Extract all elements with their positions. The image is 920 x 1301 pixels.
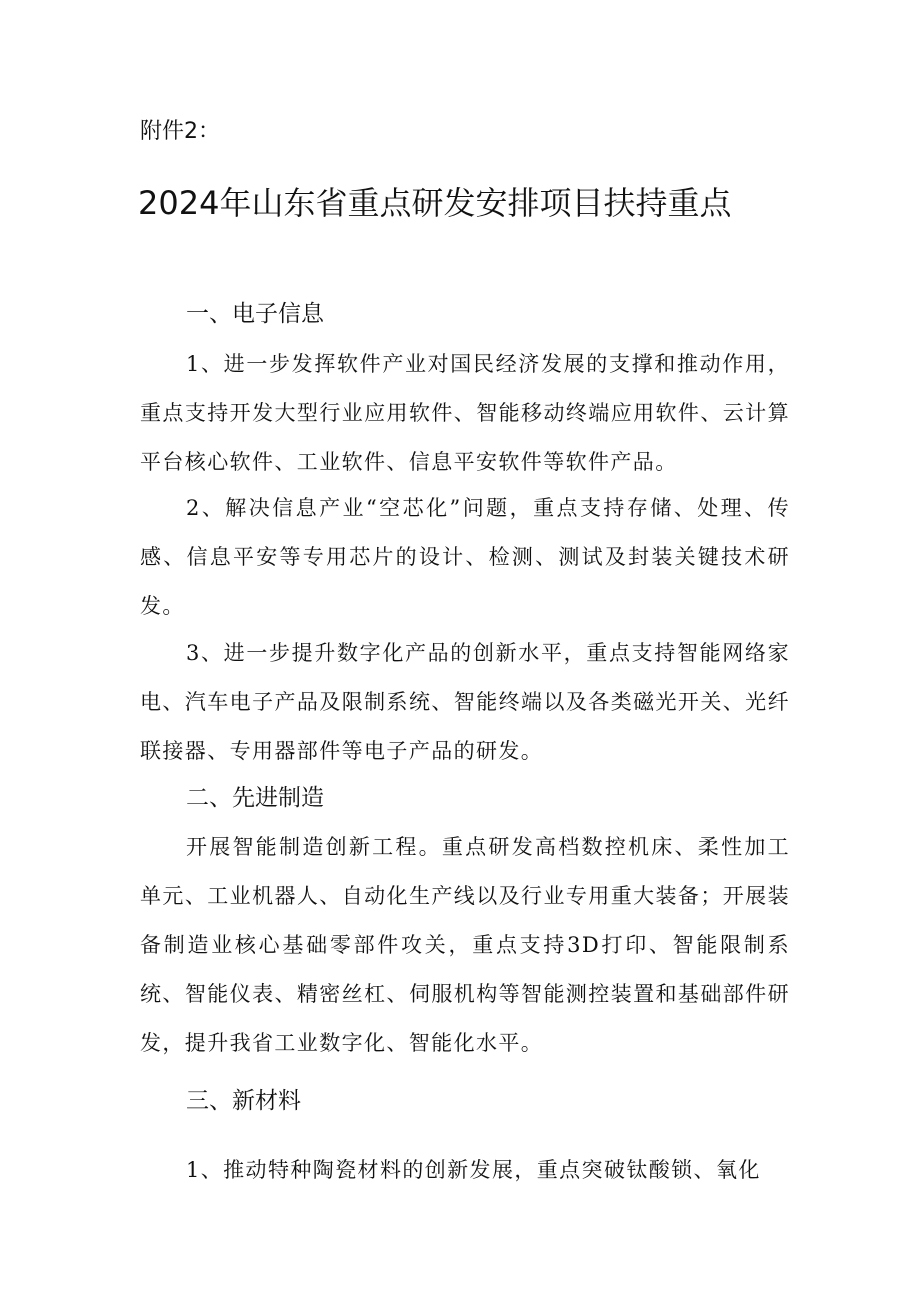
paragraph-new-materials-1: 1、推动特种陶瓷材料的创新发展，重点突破钛酸锁、氧化 xyxy=(186,1158,761,1182)
paragraph-manufacturing-1: 开展智能制造创新工程。重点研发高档数控机床、柔性加工单元、工业机器人、自动化生产线以及行业专用重大装备；开展装备制造业核心基础零部件攻关，重点支持3D打印、智能限制系统、智能仪表、精密丝杠、伺服机构等智能测控装置和基础部件研发，提升我省工业数字化、智能化水平。 xyxy=(140,835,790,1055)
paragraph-electronics-1: 1、进一步发挥软件产业对国民经济发展的支撑和推动作用，重点支持开发大型行业应用软件、智能移动终端应用软件、云计算平台核心软件、工业软件、信息平安软件等软件产品。 xyxy=(140,352,790,474)
paragraph-electronics-2: 2、解决信息产业“空芯化”问题，重点支持存储、处理、传感、信息平安等专用芯片的设计、检测、测试及封装关键技术研发。 xyxy=(140,496,790,618)
section-heading-electronics: 一、电子信息 xyxy=(186,301,324,327)
paragraph-electronics-3: 3、进一步提升数字化产品的创新水平，重点支持智能网络家电、汽车电子产品及限制系统、智能终端以及各类磁光开关、光纤联接器、专用器部件等电子产品的研发。 xyxy=(140,641,790,763)
section-heading-manufacturing: 二、先进制造 xyxy=(186,785,324,811)
document-title: 2024年山东省重点研发安排项目扶持重点 xyxy=(138,184,732,222)
annex-label: 附件2： xyxy=(140,119,220,144)
section-heading-new-materials: 三、新材料 xyxy=(186,1088,301,1114)
